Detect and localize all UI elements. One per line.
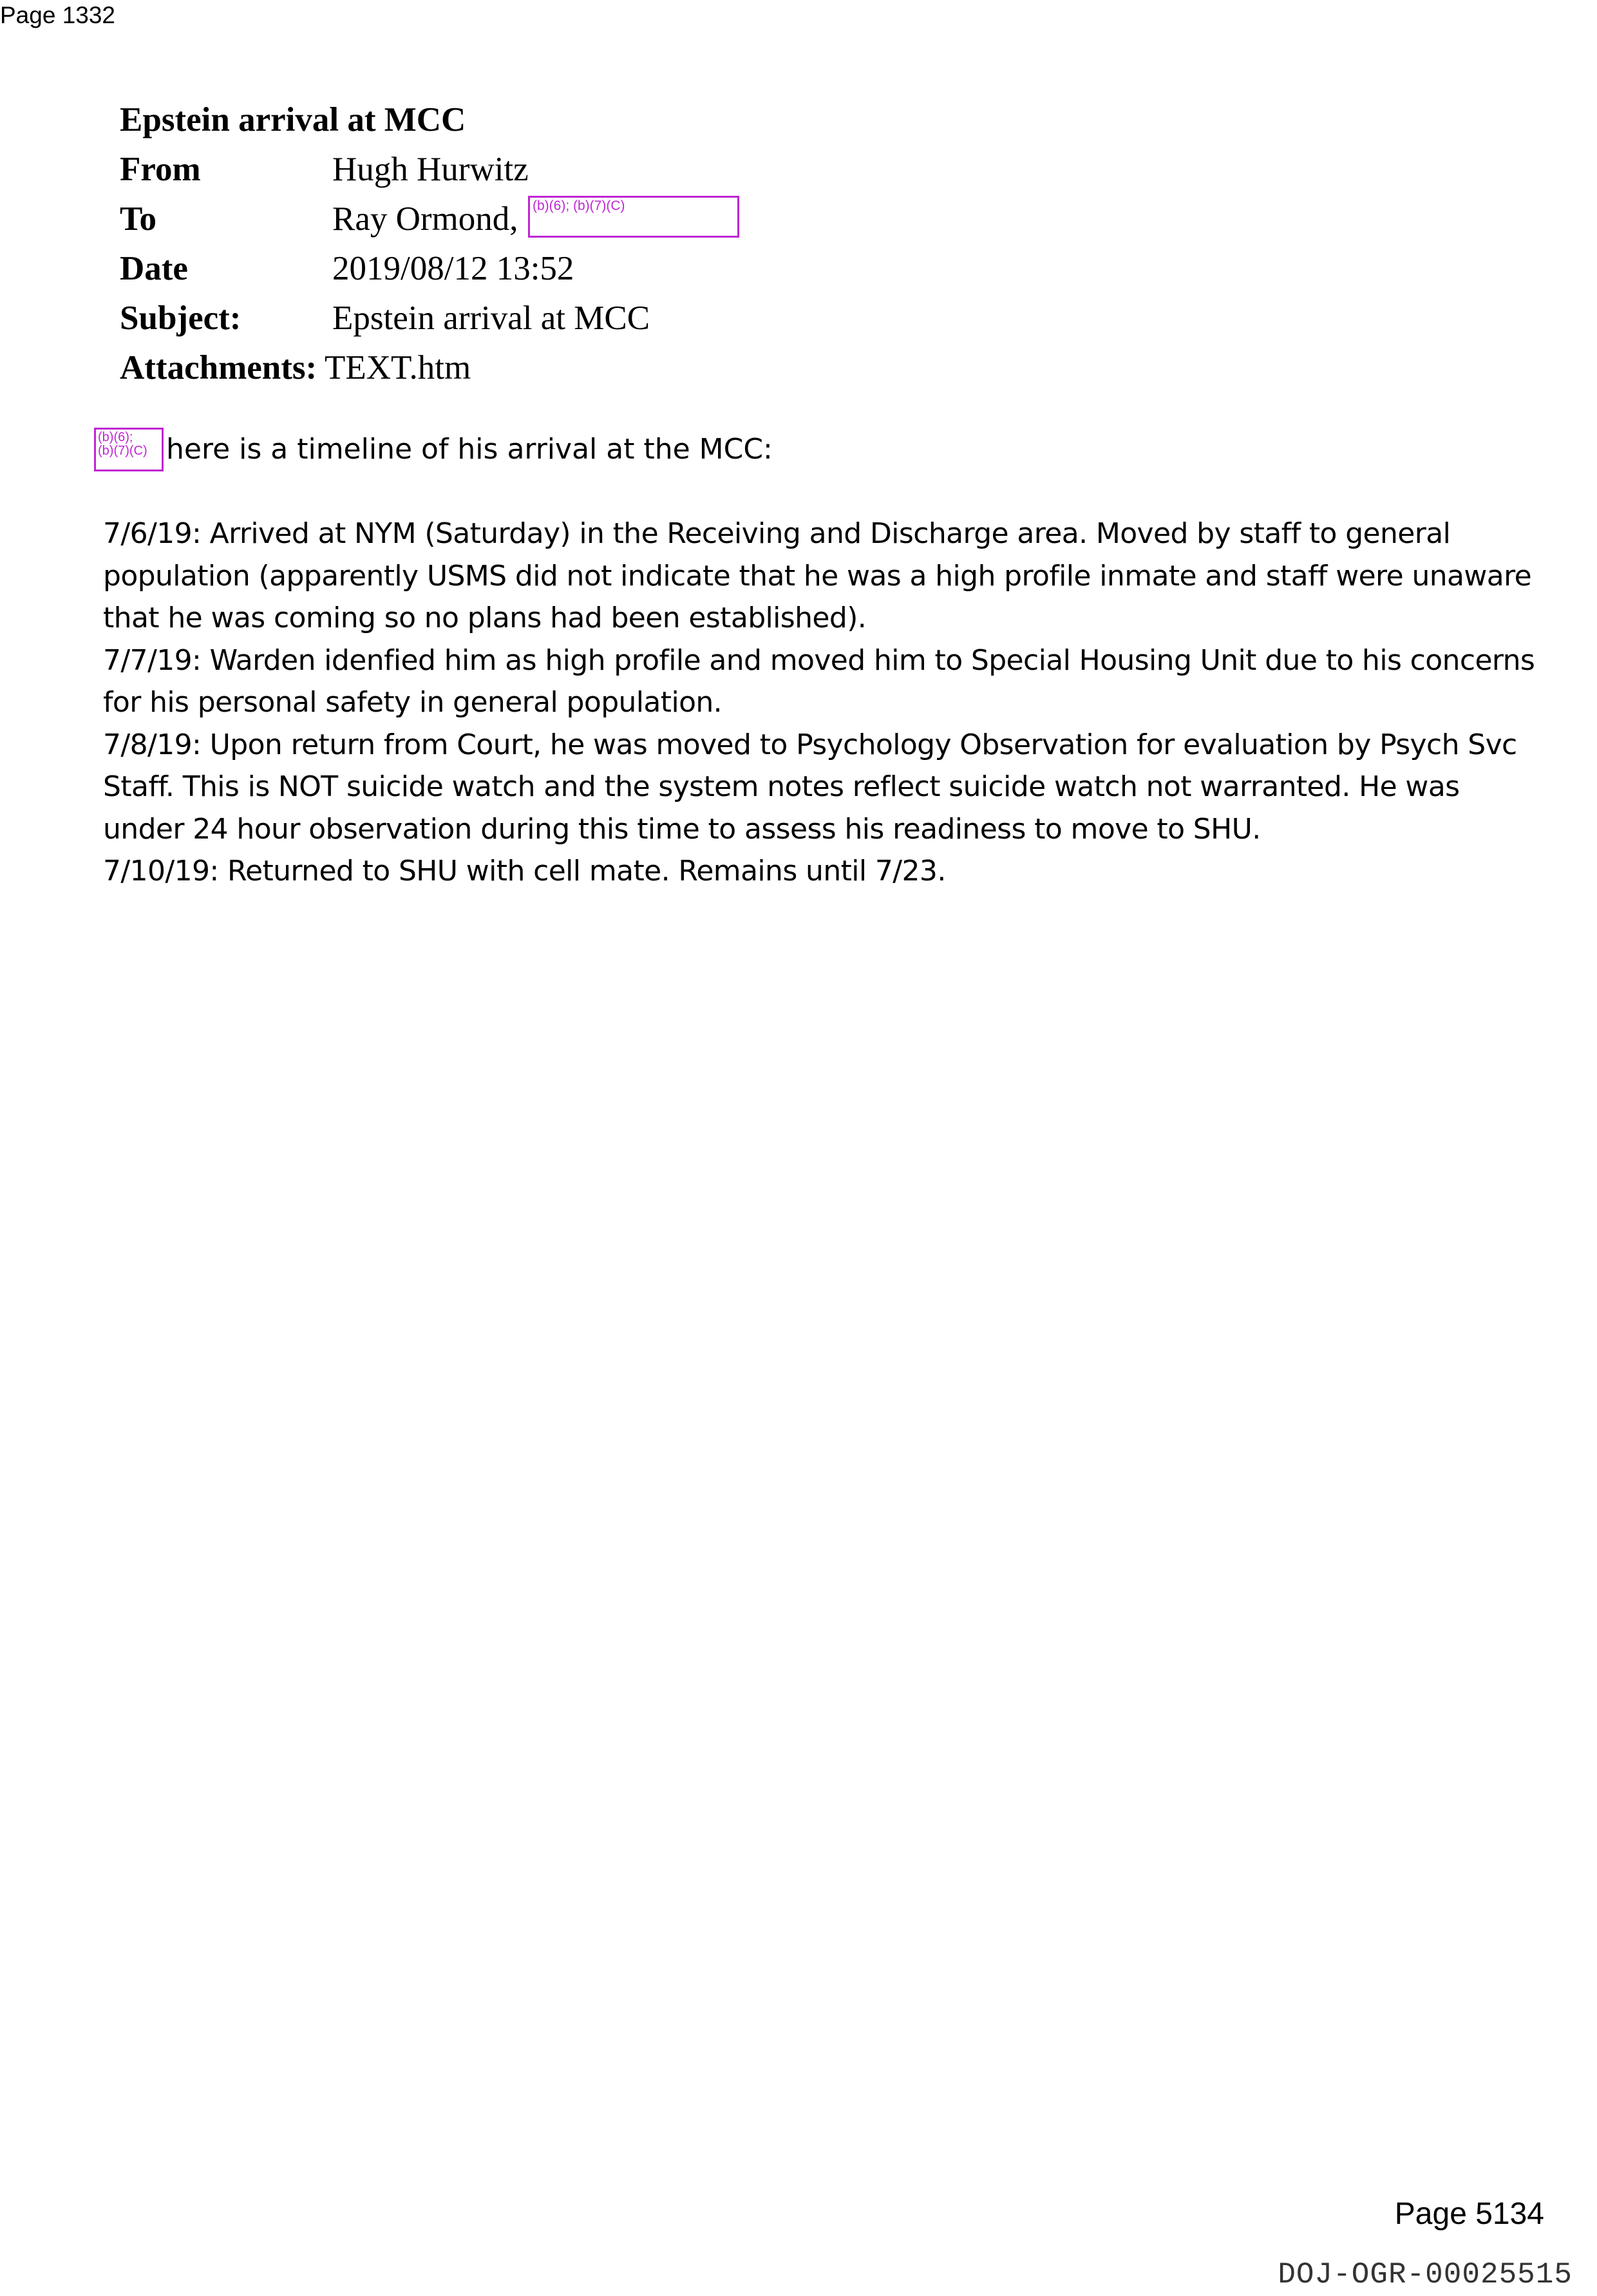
timeline-entry: 7/10/19: Returned to SHU with cell mate. Remains until 7/23.: [103, 855, 946, 887]
email-title: Epstein arrival at MCC: [120, 101, 466, 138]
timeline-entry: 7/8/19: Upon return from Court, he was moved to Psychology Observation for evaluation by Psych Svc Staff. This is NOT suicide watch and the system notes reflect suicide watch not warranted. He was under 24 hour observation during this time to assess his readiness to move to SHU.: [103, 728, 1517, 846]
timeline-body: [103, 513, 1539, 893]
bates-number: DOJ-OGR-00025515: [1278, 2258, 1573, 2291]
attachments-value: TEXT.htm: [325, 349, 471, 386]
attachments-label: Attachments:: [120, 349, 317, 386]
from-value: Hugh Hurwitz: [332, 151, 529, 188]
date-label: Date: [120, 250, 188, 287]
timeline-entry: 7/6/19: Arrived at NYM (Saturday) in the Receiving and Discharge area. Moved by staff to general population (apparently USMS did not indicate that he was a high profile inmate and staff were unaware that he was coming so no plans had been established).: [103, 517, 1532, 634]
from-label: From: [120, 151, 201, 188]
attachments-row: [120, 343, 471, 393]
timeline-entry: 7/7/19: Warden idenfied him as high profile and moved him to Special Housing Unit due to his concerns for his personal safety in general population.: [103, 643, 1535, 719]
to-row: [120, 194, 518, 244]
date-row: [120, 244, 574, 294]
redaction-code-line2: (b)(7)(C): [98, 444, 147, 458]
subject-value: Epstein arrival at MCC: [332, 299, 650, 337]
subject-row: [120, 294, 650, 343]
page-number-bottom: Page 5134: [1394, 2197, 1544, 2231]
redaction-code-line1: (b)(6);: [98, 430, 133, 444]
to-label: To: [120, 200, 156, 238]
to-value: Ray Ormond,: [332, 200, 518, 238]
from-row: [120, 145, 529, 194]
subject-label: Subject:: [120, 299, 241, 337]
date-value: 2019/08/12 13:52: [332, 250, 574, 287]
redaction-box-greeting: [94, 428, 164, 471]
page-number-top: Page 1332: [0, 2, 116, 28]
greeting-line: here is a timeline of his arrival at the MCC:: [166, 433, 773, 466]
redaction-box-to: (b)(6); (b)(7)(C): [528, 196, 739, 238]
